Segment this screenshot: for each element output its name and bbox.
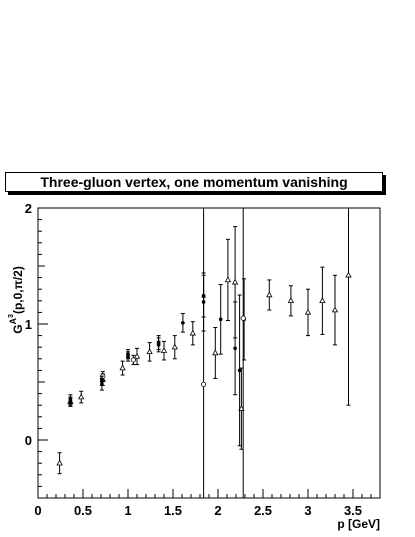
y-axis-label-sup: A (8, 317, 18, 325)
x-tick-label: 3 (304, 503, 312, 518)
plot-frame (38, 208, 380, 498)
data-point (172, 336, 177, 359)
marker-triangle (190, 330, 195, 335)
marker-triangle (172, 344, 177, 349)
marker-triangle (233, 279, 238, 284)
y-tick-label: 2 (24, 201, 32, 216)
data-marks (57, 208, 351, 498)
data-point (233, 302, 237, 395)
marker-square (100, 379, 104, 383)
marker-circle-filled (181, 321, 185, 325)
data-point (225, 239, 230, 320)
marker-circle-open (201, 382, 205, 386)
data-point (181, 314, 185, 333)
data-point (190, 322, 195, 345)
y-axis-label-rest: (p,0,π/2) (11, 266, 25, 315)
data-point (213, 327, 218, 378)
marker-square (202, 294, 206, 298)
marker-circle-filled (238, 369, 242, 373)
y-tick-label: 0 (24, 433, 32, 448)
marker-triangle (120, 365, 125, 370)
marker-triangle (162, 348, 167, 353)
data-point (79, 391, 84, 403)
marker-square (157, 341, 161, 345)
data-point (202, 275, 206, 317)
data-point (219, 285, 223, 355)
y-axis (25, 201, 48, 498)
x-axis-label: p [GeV] (337, 517, 380, 531)
marker-triangle (57, 460, 62, 465)
y-axis-label (8, 266, 25, 334)
data-point (162, 341, 167, 360)
chart-title: Three-gluon vertex, one momentum vanishing (5, 172, 383, 192)
y-axis-label-subsup: 3 (8, 314, 15, 318)
marker-triangle (333, 307, 338, 312)
x-tick-label: 2 (214, 503, 222, 518)
data-point (333, 275, 338, 345)
marker-triangle (306, 310, 311, 315)
marker-triangle (320, 298, 325, 303)
data-point (288, 286, 293, 316)
marker-square (126, 355, 130, 359)
marker-triangle (135, 354, 140, 359)
x-tick-label: 0.5 (73, 503, 93, 518)
marker-circle-filled (233, 347, 237, 351)
marker-circle-filled (219, 318, 223, 322)
data-point (306, 289, 311, 335)
data-point (201, 208, 205, 498)
marker-circle-open (131, 358, 135, 362)
marker-triangle (288, 298, 293, 303)
x-tick-label: 1 (124, 503, 132, 518)
data-point (267, 280, 272, 310)
x-tick-label: 0 (34, 503, 42, 518)
x-tick-label: 3.5 (343, 503, 363, 518)
data-point (57, 453, 62, 474)
data-point (120, 361, 125, 375)
x-tick-label: 2.5 (253, 503, 273, 518)
y-tick-label: 1 (24, 317, 32, 332)
data-point (346, 208, 351, 405)
marker-circle-open (241, 316, 245, 320)
data-point (241, 208, 245, 498)
y-axis-label-base: G (11, 324, 25, 334)
data-point (135, 348, 140, 364)
marker-triangle (346, 272, 351, 277)
marker-triangle (79, 394, 84, 399)
data-point (147, 343, 152, 362)
x-axis (34, 489, 380, 518)
marker-triangle (147, 349, 152, 354)
marker-triangle (225, 277, 230, 282)
x-tick-label: 1.5 (163, 503, 183, 518)
marker-square (69, 400, 73, 404)
marker-triangle (213, 350, 218, 355)
data-point (320, 267, 325, 334)
marker-triangle (267, 292, 272, 297)
